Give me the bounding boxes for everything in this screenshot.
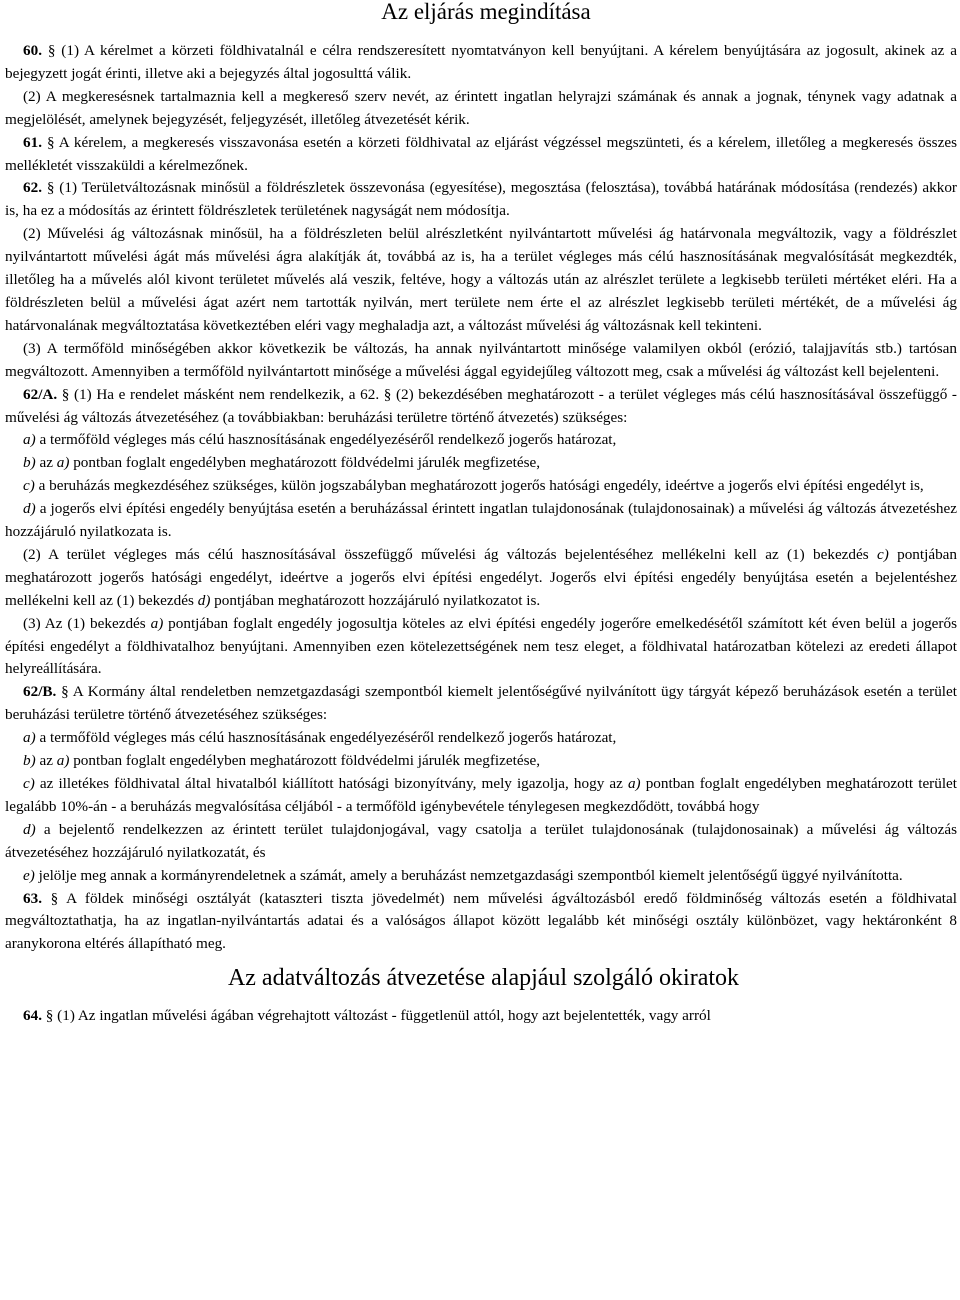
- paragraph-text: a jogerős elvi építési engedély benyújtása esetén a beruházással érintett ingatlan tulajdonosának (tulajdonosainak) a művelési ág változás átvezetéshez hozzájáruló nyilatkozata is.: [5, 500, 957, 541]
- paragraph: [5, 681, 957, 727]
- paragraph: [5, 1005, 957, 1028]
- inline-label: a): [150, 614, 164, 632]
- paragraph: [5, 86, 957, 132]
- section-body-2: [5, 1005, 957, 1028]
- inline-label: c): [876, 545, 889, 563]
- paragraph-text: az illetékes földhivatal által hivatalból kiállított hatósági bizonyítvány, mely igazolja, hogy az: [34, 775, 628, 792]
- inline-label: a): [56, 752, 70, 770]
- list-label: b): [23, 752, 36, 770]
- paragraph: [5, 429, 957, 452]
- paragraph: [5, 384, 957, 430]
- paragraph: [5, 177, 957, 223]
- paragraph: [5, 498, 957, 544]
- paragraph-text: pontban foglalt engedélyben meghatározott terület legalább 10%-án - a beruházás megvalósítása céljából - a termőföld igénybevétele ténylegesen megkezdődött, továbbá hogy: [5, 775, 958, 815]
- paragraph: [5, 223, 957, 338]
- list-label: c): [23, 477, 35, 495]
- inline-label: d): [197, 591, 211, 609]
- paragraph-text: pontban foglalt engedélyben meghatározott földvédelmi járulék megfizetése,: [69, 752, 541, 770]
- section-number: 62/A.: [23, 385, 58, 403]
- paragraph-text: § A Kormány által rendeletben nemzetgazdasági szempontból kiemelt jelentőségűvé nyilvánított ügy tárgyát képező beruházások esetén a terület beruházási területre történő átvezetéséhez szükséges:: [5, 683, 957, 724]
- document-page: [5, 0, 957, 1028]
- list-label: a): [23, 431, 36, 449]
- paragraph: [5, 865, 957, 888]
- list-label: e): [23, 866, 35, 884]
- paragraph-text: (2) A megkeresésnek tartalmaznia kell a megkereső szerv nevét, az érintett ingatlan helyrajzi számának és annak a jognak, ténynek vagy adatnak a megjelölését, amelynek bejegyzését, feljegyzését, illetőleg átvezetését kérik.: [5, 87, 957, 128]
- paragraph-text: (2) A terület végleges más célú hasznosításával összefüggő művelési ág változás bejelentéséhez mellékelni kell az (1) bekezdés: [23, 545, 877, 563]
- list-label: d): [23, 820, 36, 838]
- list-label: a): [23, 729, 36, 747]
- paragraph-text: a termőföld végleges más célú hasznosításának engedélyezéséről rendelkező jogerős határozat,: [35, 729, 617, 747]
- paragraph-text: a termőföld végleges más célú hasznosításának engedélyezéséről rendelkező jogerős határozat,: [35, 431, 617, 449]
- section-number: 62/B.: [23, 683, 57, 701]
- paragraph: [5, 544, 957, 613]
- paragraph: [5, 819, 957, 865]
- paragraph-text: az: [35, 752, 57, 770]
- paragraph-text: § A kérelem, a megkeresés visszavonása esetén a körzeti földhivatal az eljárást végzéssel megszünteti, és a kérelem, illetőleg a megkeresés összes mellékletét visszaküldi a kérelmezőnek.: [5, 133, 957, 174]
- paragraph-text: § (1) Területváltozásnak minősül a földrészletek összevonása (egyesítése), megosztása (felosztása), továbbá határának módosítása (rendezés) akkor is, ha ez a módosítás az érintett földrészletek területének nagyságát nem módosítja.: [5, 179, 957, 220]
- paragraph-text: pontjában meghatározott jogerős hatósági engedélyt, ideértve a jogerős elvi építési engedélyt. Jogerős elvi építési engedély benyújtása esetén a bejelentéshez mellékelni kell az (1) bekezdés: [5, 545, 957, 609]
- list-label: d): [23, 500, 36, 518]
- paragraph: [5, 888, 957, 957]
- paragraph: [5, 475, 957, 498]
- section-number: 62.: [23, 179, 42, 197]
- paragraph-text: pontjában meghatározott hozzájáruló nyilatkozatot is.: [210, 591, 541, 609]
- section-number: 60.: [23, 42, 42, 59]
- paragraph: [5, 773, 957, 819]
- paragraph-text: § A földek minőségi osztályát (kataszteri tiszta jövedelmét) nem művelési ágváltozásból eredő földminőség változás esetén a földhivatal megváltoztathatja, ha az ingatlan-nyilvántartás adatai és a valóságos állapot között legalább két minőségi osztály különbözet, vagy hektáronként 8 aranykorona eltérés állapítható meg.: [5, 889, 957, 953]
- list-label: b): [23, 454, 36, 472]
- paragraph-text: § (1) Ha e rendelet másként nem rendelkezik, a 62. § (2) bekezdésében meghatározott - a terület végleges más célú hasznosításával összefüggő - művelési ág változás átvezetéséhez (a továbbiakban: beruházási területre történő átvezetés) szükséges:: [5, 385, 957, 426]
- section-number: 63.: [23, 889, 42, 907]
- paragraph-text: § (1) A kérelmet a körzeti földhivatalnál e célra rendszeresített nyomtatványon kell benyújtani. A kérelem benyújtására az jogosult, akinek az a bejegyzett jogát érinti, illetve aki a bejegyzés által jogosulttá válik.: [5, 42, 957, 82]
- section-heading-1: Az eljárás megindítása: [381, 0, 591, 24]
- section-heading-2: Az adatváltozás átvezetése alapjául szolgáló okiratok: [227, 965, 740, 992]
- paragraph-text: (3) A termőföld minőségében akkor következik be változás, ha annak nyilvántartott minősége valamilyen okból (erózió, talajjavítás stb.) tartósan megváltozott. Amennyiben a termőföld nyilvántartott minősége a művelési ággal egyidejűleg változott meg, csak a művelési ág változást kell bejelenteni.: [5, 339, 957, 380]
- paragraph-text: § (1) Az ingatlan művelési ágában végrehajtott változást - függetlenül attól, hogy azt bejelentették, vagy arról: [41, 1007, 711, 1025]
- paragraph-text: pontban foglalt engedélyben meghatározott földvédelmi járulék megfizetése,: [69, 454, 541, 472]
- paragraph-text: (2) Művelési ág változásnak minősül, ha a földrészleten belül alrészletként nyilvántartott művelési ág határvonala megváltozik, vagy a földrészlet nyilvántartott művelési ágát más művelési ágra alakítják át, továbbá az is, ha a terület végleges más célú hasznosításának megvalósítását megkezdték, illetőleg ha a művelés alól kivont területet művelés alá veszik, feltéve, hogy a változás után az alrészlet területe a legkisebb területi mértéket eléri. Ha a földrészleten belül a művelési ágat azért nem tartották nyilván, mert területe nem érte el az alrészlet legkisebb területi mértékét, de a művelési ág határvonalának megváltoztatása következtében eléri vagy meghaladja azt, a változást művelési ág változásnak kell tekinteni.: [5, 225, 957, 334]
- paragraph: [5, 40, 957, 86]
- paragraph: [5, 750, 957, 773]
- paragraph: [5, 132, 957, 178]
- section-number: 61.: [23, 133, 42, 151]
- inline-label: a): [627, 775, 641, 792]
- paragraph-text: a beruházás megkezdéséhez szükséges, külön jogszabályban meghatározott jogerős hatósági engedély, ideértve a jogerős elvi építési engedélyt is,: [34, 477, 924, 495]
- paragraph: [5, 338, 957, 384]
- paragraph: [5, 452, 957, 475]
- paragraph-text: jelölje meg annak a kormányrendeletnek a számát, amely a beruházást nemzetgazdasági szempontból kiemelt jelentőségű üggyé nyilvánította.: [34, 866, 903, 884]
- section-body-1: [5, 40, 957, 956]
- paragraph-text: a bejelentő rendelkezzen az érintett terület tulajdonjogával, vagy csatolja a terület tulajdonosának (tulajdonosainak) a művelési ág változás átvezetéséhez hozzájáruló nyilatkozatát, és: [5, 820, 957, 861]
- inline-label: a): [56, 454, 70, 472]
- paragraph-text: pontjában foglalt engedély jogosultja köteles az elvi építési engedély jogerőre emelkedésétől számított két éven belül a jogerős építési engedélyt a földhivatalhoz benyújtani. Amennyiben ezen kötelezettségének nem tesz eleget, a földhivatal határozatban kötelezi az eredeti állapot helyreállítására.: [5, 614, 957, 678]
- paragraph: [5, 727, 957, 750]
- list-label: c): [23, 775, 35, 792]
- paragraph-text: az: [35, 454, 57, 472]
- section-number: 64.: [23, 1007, 42, 1025]
- paragraph: [5, 613, 957, 682]
- paragraph-text: (3) Az (1) bekezdés: [23, 614, 151, 632]
